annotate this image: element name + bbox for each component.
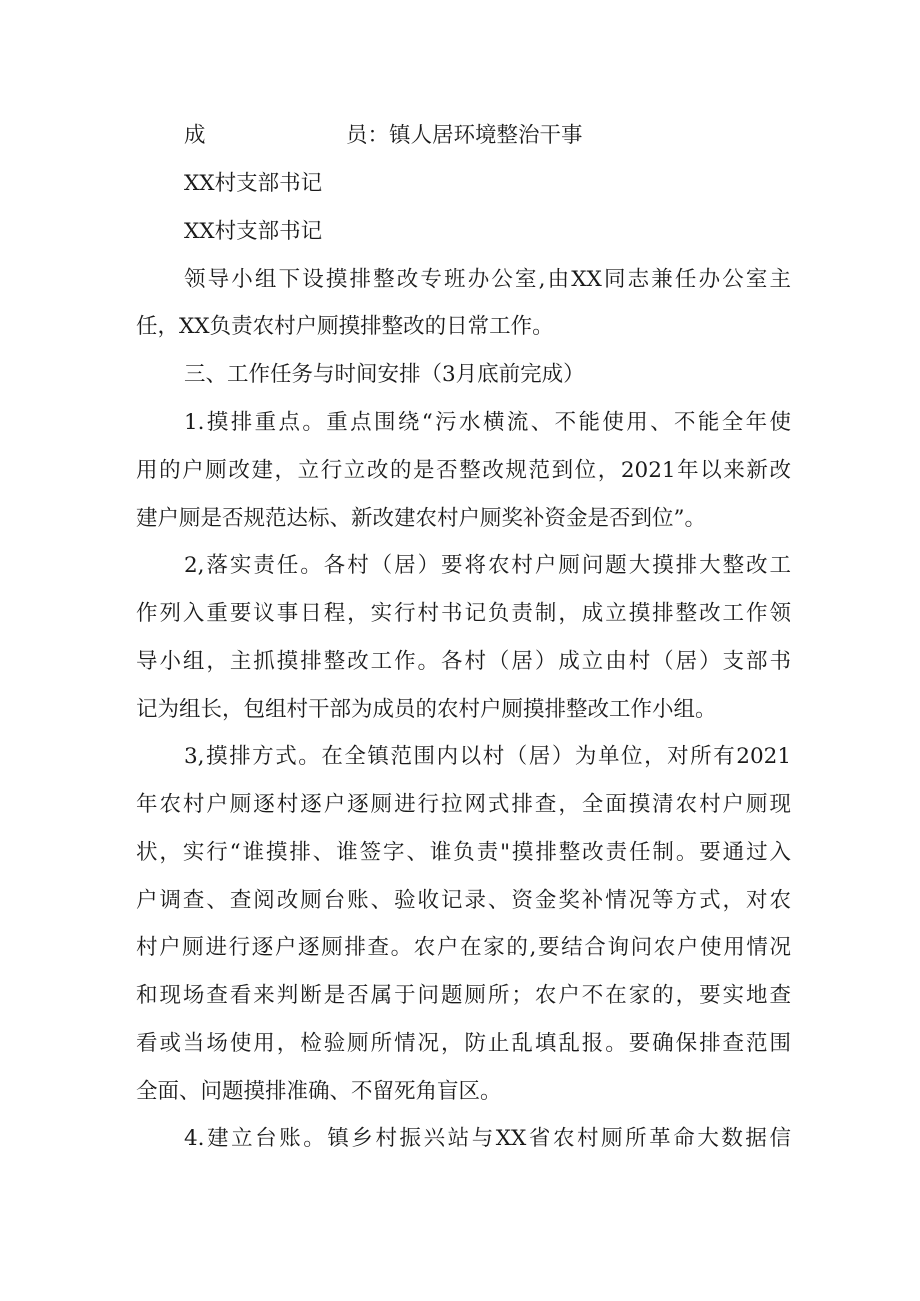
paragraph-line: 和现场查看来判断是否属于问题厕所；农户不在家的，要实地查: [136, 983, 791, 1008]
paragraph-line: 建户厕是否规范达标、新改建农村户厕奖补资金是否到位”。: [136, 506, 706, 531]
paragraph-line: 记为组长，包组村干部为成员的农村户厕摸排整改工作小组。: [136, 697, 717, 722]
member-entry: XX村支部书记: [184, 171, 323, 196]
section-heading: 三、工作任务与时间安排（3月底前完成）: [184, 362, 585, 387]
paragraph-line: 2,落实责任。各村（居）要将农村户厕问题大摸排大整改工: [184, 553, 791, 578]
paragraph-line: 看或当场使用，检验厕所情况，防止乱填乱报。要确保排查范围: [136, 1031, 791, 1056]
paragraph-line: 1.摸排重点。重点围绕“污水横流、不能使用、不能全年使: [184, 410, 791, 435]
paragraph-line: 年农村户厕逐村逐户逐厕进行拉网式排查，全面摸清农村户厕现: [136, 792, 791, 817]
members-label: 成: [184, 123, 206, 148]
member-entry: XX村支部书记: [184, 219, 323, 244]
paragraph-line: 任，XX负责农村户厕摸排整改的日常工作。: [136, 314, 554, 339]
paragraph-line: 作列入重要议事日程，实行村书记负责制，成立摸排整改工作领: [136, 601, 791, 626]
paragraph-line: 用的户厕改建，立行立改的是否整改规范到位，2021年以来新改: [136, 458, 791, 483]
paragraph-line: 4.建立台账。镇乡村振兴站与XX省农村厕所革命大数据信: [184, 1126, 791, 1151]
paragraph-line: 户调查、查阅改厕台账、验收记录、资金奖补情况等方式，对农: [136, 888, 791, 913]
members-value: 员：镇人居环境整治干事: [346, 123, 583, 148]
paragraph-line: 全面、问题摸排准确、不留死角盲区。: [136, 1079, 502, 1104]
paragraph-line: 领导小组下设摸排整改专班办公室,由XX同志兼任办公室主: [184, 267, 791, 292]
paragraph-line: 状，实行“谁摸排、谁签字、谁负责"摸排整改责任制。要通过入: [136, 840, 791, 865]
paragraph-line: 导小组，主抓摸排整改工作。各村（居）成立由村（居）支部书: [136, 649, 791, 674]
paragraph-line: 村户厕进行逐户逐厕排查。农户在家的,要结合询问农户使用情况: [136, 935, 791, 960]
paragraph-line: 3,摸排方式。在全镇范围内以村（居）为单位，对所有2021: [184, 744, 791, 769]
